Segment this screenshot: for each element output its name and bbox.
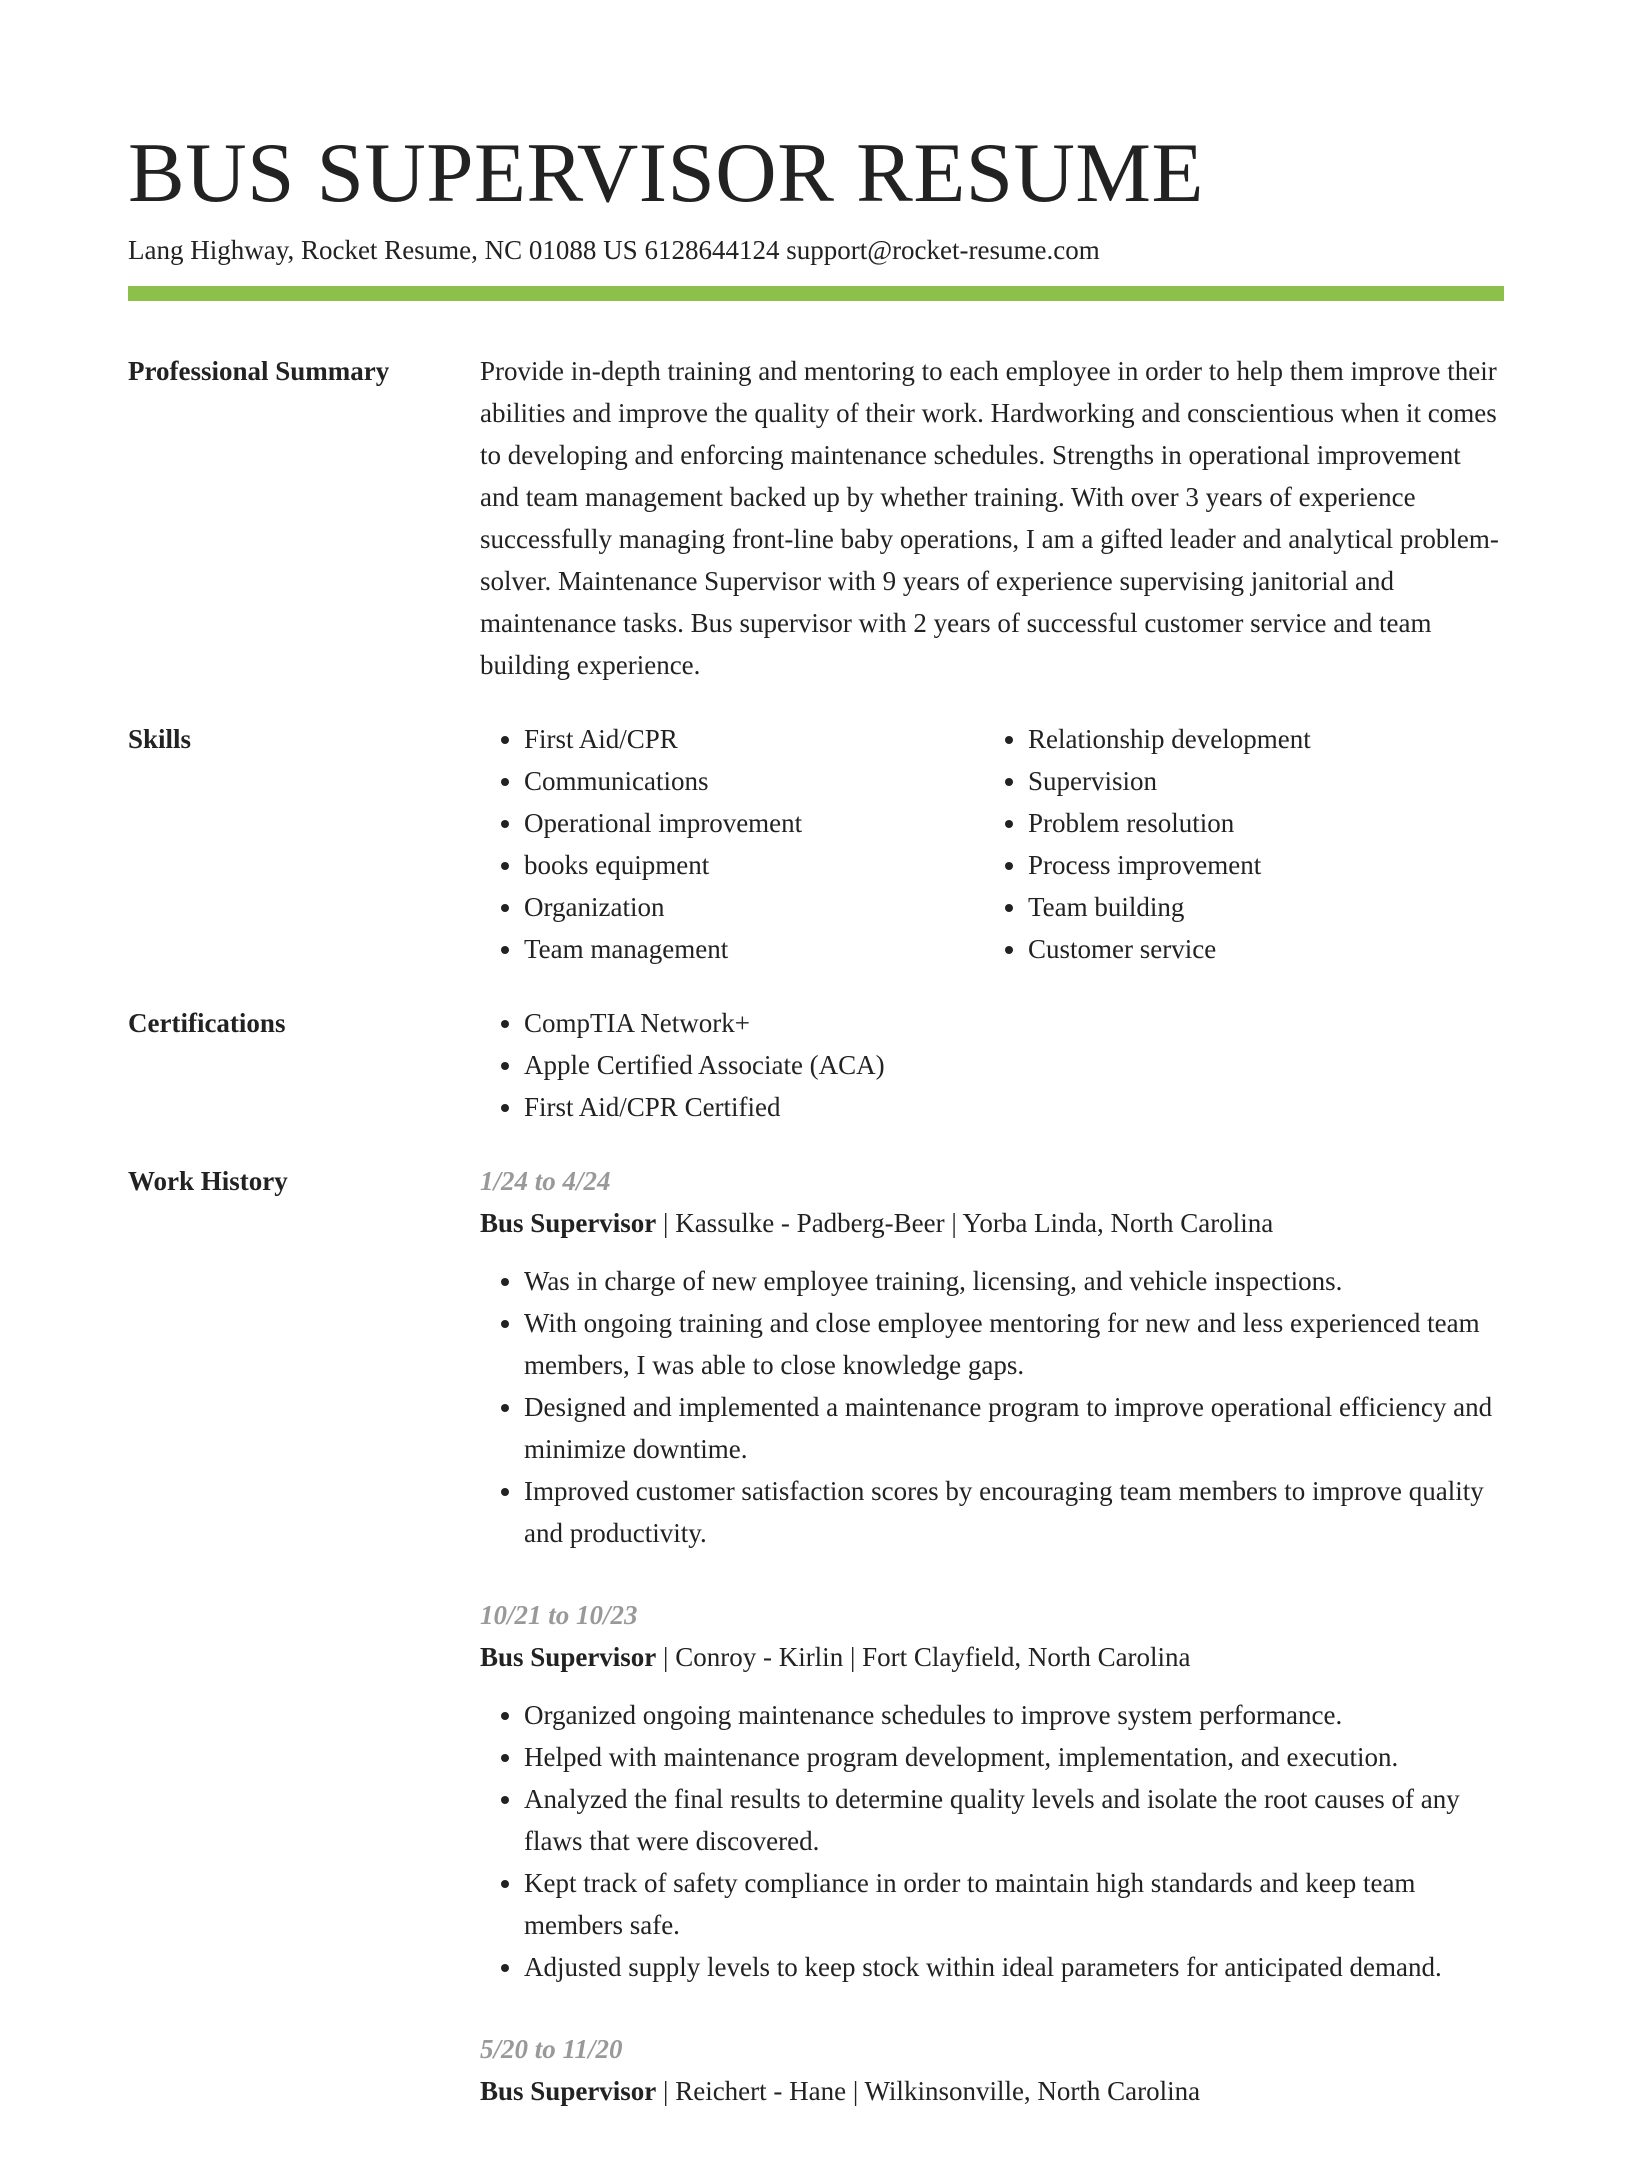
job-bullet: • Adjusted supply levels to keep stock within ideal parameters for anticipated demand.: [524, 1946, 1504, 1988]
job-entry: [480, 1160, 1504, 1554]
skills-list-left: [480, 718, 984, 970]
certification-item: • Apple Certified Associate (ACA): [524, 1044, 1504, 1086]
section-professional-summary: [128, 350, 1504, 686]
contact-address: Lang Highway, Rocket Resume, NC 01088 US: [128, 235, 638, 265]
job-bullet: • With ongoing training and close employee mentoring for new and less experienced team members, I was able to close knowledge gaps.: [524, 1302, 1504, 1386]
job-bullet: • Kept track of safety compliance in order to maintain high standards and keep team members safe.: [524, 1862, 1504, 1946]
skill-item: • Team management: [524, 928, 984, 970]
section-body: [480, 350, 1504, 686]
header-divider: [128, 286, 1504, 301]
skill-item: • Organization: [524, 886, 984, 928]
section-body: [480, 1160, 1504, 2152]
job-bullet: • Organized ongoing maintenance schedules to improve system performance.: [524, 1694, 1504, 1736]
skill-item: • Problem resolution: [1028, 802, 1532, 844]
skill-item: • Supervision: [1028, 760, 1532, 802]
skill-item: • First Aid/CPR: [524, 718, 984, 760]
skill-item: • Team building: [1028, 886, 1532, 928]
section-certifications: [128, 1002, 1504, 1128]
job-bullet: • Designed and implemented a maintenance program to improve operational efficiency and minimize downtime.: [524, 1386, 1504, 1470]
section-heading: Certifications: [128, 1008, 286, 1038]
job-title: Bus Supervisor: [480, 1642, 657, 1672]
job-bullet: • Helped with maintenance program development, implementation, and execution.: [524, 1736, 1504, 1778]
section-work-history: [128, 1160, 1504, 2152]
section-heading: Work History: [128, 1166, 288, 1196]
section-heading: Professional Summary: [128, 356, 390, 386]
resume-sections: [128, 350, 1504, 2184]
section-skills: [128, 718, 1504, 970]
certification-item: • CompTIA Network+: [524, 1002, 1504, 1044]
job-dates: 5/20 to 11/20: [480, 2034, 623, 2064]
summary-text: Provide in-depth training and mentoring to each employee in order to help them improve their abilities and improve the quality of their work. Hardworking and conscientious when it comes to developing and enforcing maintenance schedules. Strengths in operational improvement and team management backed up by whether training. With over 3 years of experience successfully managing front-line baby operations, I am a gifted leader and analytical problem-solver. Maintenance Supervisor with 9 years of experience supervising janitorial and maintenance tasks. Bus supervisor with 2 years of successful customer service and team building experience.: [480, 356, 1499, 680]
job-line: [480, 2070, 1504, 2112]
skill-item: • Operational improvement: [524, 802, 984, 844]
job-details: | Reichert - Hane | Wilkinsonville, North Carolina: [656, 2076, 1201, 2106]
section-heading: Skills: [128, 724, 192, 754]
job-bullet: • Analyzed the final results to determine quality levels and isolate the root causes of any flaws that were discovered.: [524, 1778, 1504, 1862]
job-details: | Conroy - Kirlin | Fort Clayfield, North Carolina: [656, 1642, 1191, 1672]
job-bullets: [480, 1260, 1504, 1554]
job-bullets: [480, 1694, 1504, 1988]
job-dates: 10/21 to 10/23: [480, 1600, 638, 1630]
resume-title: BUS SUPERVISOR RESUME: [128, 126, 1204, 220]
job-details: | Kassulke - Padberg-Beer | Yorba Linda, North Carolina: [656, 1208, 1274, 1238]
certifications-list: [480, 1002, 1504, 1128]
certification-item: • First Aid/CPR Certified: [524, 1086, 1504, 1128]
job-bullet: • Was in charge of new employee training, licensing, and vehicle inspections.: [524, 1260, 1504, 1302]
skill-item: • Process improvement: [1028, 844, 1532, 886]
skill-item: • Relationship development: [1028, 718, 1532, 760]
job-entry: [480, 1594, 1504, 1988]
section-body: [480, 1002, 1504, 1128]
job-bullet: • Improved customer satisfaction scores by encouraging team members to improve quality and productivity.: [524, 1470, 1504, 1554]
job-line: [480, 1202, 1504, 1244]
job-dates: 1/24 to 4/24: [480, 1166, 611, 1196]
job-entry: [480, 2028, 1504, 2112]
job-title: Bus Supervisor: [480, 1208, 657, 1238]
skill-item: • Customer service: [1028, 928, 1532, 970]
skill-item: • books equipment: [524, 844, 984, 886]
contact-email: support@rocket-resume.com: [786, 235, 1100, 265]
contact-phone: 6128644124: [644, 235, 780, 265]
skill-item: • Communications: [524, 760, 984, 802]
skills-list-right: [984, 718, 1532, 970]
contact-line: [128, 232, 1100, 268]
skills-grid: [480, 718, 1532, 970]
job-title: Bus Supervisor: [480, 2076, 657, 2106]
job-line: [480, 1636, 1504, 1678]
